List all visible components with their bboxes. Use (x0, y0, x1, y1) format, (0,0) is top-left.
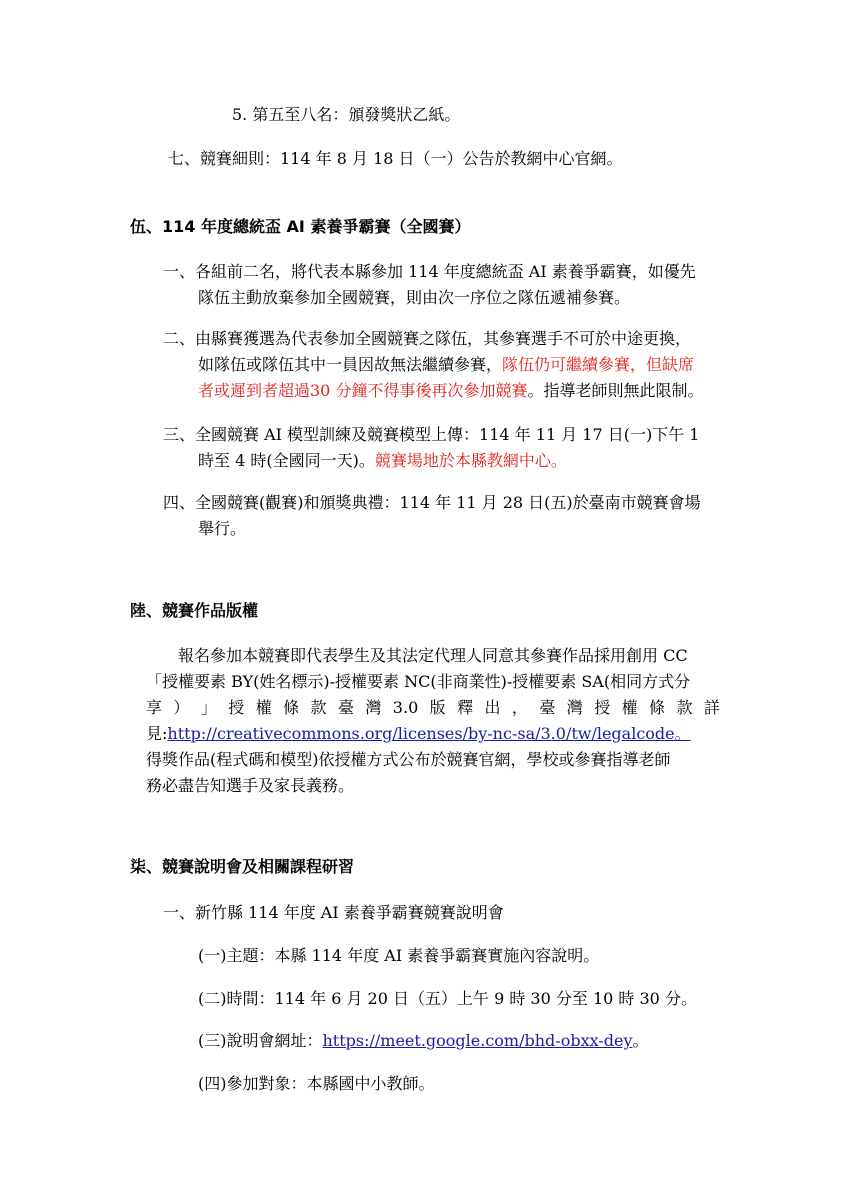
s6-line-6: 務必盡告知選手及家長義務。 (146, 776, 355, 795)
s7-sub-4: (四)參加對象：本縣國中小教師。 (198, 1074, 435, 1093)
s5-item-1-line-2: 隊伍主動放棄參加全國競賽，則由次一序位之隊伍遞補參賽。 (198, 288, 631, 307)
s5-item-3-line-1: 三、全國競賽 AI 模型訓練及競賽模型上傳：114 年 11 月 17 日(一)下午 1 (163, 425, 700, 444)
s7-sub-1: (一)主題：本縣 114 年度 AI 素養爭霸賽實施內容說明。 (198, 946, 600, 965)
s6-line-3-part: 條 (283, 698, 300, 717)
s6-line-5: 得獎作品(程式碼和模型)依授權方式公布於競賽官網，學校或參賽指導老師 (146, 750, 671, 769)
s6-line-2: 「授權要素 BY(姓名標示)-授權要素 NC(非商業性)-授權要素 SA(相同方式分 (146, 672, 691, 691)
s5-item-2-text-2: 。指導老師則無此限制。 (527, 381, 704, 400)
s5-item-2-line-3 (198, 380, 703, 402)
s6-line-3-part: 權 (621, 698, 638, 717)
meeting-link[interactable]: https://meet.google.com/bhd-obxx-dey (322, 1031, 633, 1050)
section-6-heading: 陸、競賽作品版權 (130, 601, 259, 620)
rules-item-7: 七、競賽細則：114 年 8 月 18 日（一）公告於教網中心官網。 (168, 149, 623, 168)
s6-line-3-part: 詳 (703, 698, 720, 717)
s5-item-2-line-1: 二、由縣賽獲選為代表參加全國競賽之隊伍，其參賽選手不可於中途更換， (163, 329, 692, 348)
s6-line-3-part: 」 (200, 698, 217, 717)
s5-item-1-line-1: 一、各組前二名，將代表本縣參加 114 年度總統盃 AI 素養爭霸賽，如優先 (163, 262, 696, 281)
s6-line-3-part: 出 (484, 698, 501, 717)
s6-line-3-part: 灣 (566, 698, 583, 717)
s6-line-4-suffix: 。 (674, 724, 691, 743)
s5-item-2-red-text-2: 者或遲到者超過30 分鐘不得事後再次參加競賽 (198, 381, 528, 400)
s5-item-2-text: 如隊伍或隊伍其中一員因故無法繼續參賽， (198, 355, 503, 374)
s6-line-3 (146, 697, 720, 719)
s6-line-3-part: ） (173, 698, 190, 717)
s5-item-2-line-2 (198, 354, 694, 376)
s6-line-3-part: 款 (310, 698, 327, 717)
s5-item-4-line-2: 舉行。 (198, 519, 247, 538)
s6-line-4-prefix: 見: (146, 724, 168, 743)
cc-license-link[interactable]: http://creativecommons.org/licenses/by-nc-sa/3.0/tw/legalcode (167, 724, 675, 743)
s6-line-3-part: 釋 (457, 698, 474, 717)
s6-line-3-part: 授 (228, 698, 245, 717)
s6-line-3-part: 條 (649, 698, 666, 717)
s6-line-3-part: ， (511, 698, 528, 717)
s7-sub-3-suffix: 。 (632, 1031, 649, 1050)
s5-item-2-red-text: 隊伍仍可繼續參賽，但缺席 (502, 355, 695, 374)
section-5-heading: 伍、114 年度總統盃 AI 素養爭霸賽（全國賽） (130, 217, 471, 236)
s6-line-1: 報名參加本競賽即代表學生及其法定代理人同意其參賽作品採用創用 CC (178, 646, 688, 665)
s7-sub-3-prefix: (三)說明會網址： (198, 1031, 323, 1050)
s5-item-3-red-text: 競賽場地於本縣教網中心。 (374, 451, 567, 470)
award-item-5: 5. 第五至八名：頒發獎狀乙紙。 (232, 105, 461, 124)
s6-line-3-part: 臺 (539, 698, 556, 717)
s6-line-3-part: 授 (594, 698, 611, 717)
s7-sub-2: (二)時間：114 年 6 月 20 日（五）上午 9 時 30 分至 10 時 30 分。 (198, 989, 697, 1008)
s5-item-3-text: 時至 4 時(全國同一天)。 (198, 451, 375, 470)
section-7-heading: 柒、競賽說明會及相關課程研習 (130, 857, 355, 876)
s6-line-3-part: 3.0 (392, 698, 419, 717)
s6-line-4 (146, 723, 691, 745)
s6-line-3-part: 版 (429, 698, 446, 717)
s6-line-3-part: 款 (676, 698, 693, 717)
s5-item-3-line-2 (198, 450, 567, 472)
s6-line-3-part: 灣 (365, 698, 382, 717)
s7-sub-3 (198, 1030, 649, 1052)
s6-line-3-part: 臺 (337, 698, 354, 717)
s6-line-3-part: 權 (255, 698, 272, 717)
s5-item-4-line-1: 四、全國競賽(觀賽)和頒獎典禮：114 年 11 月 28 日(五)於臺南市競賽會場 (163, 493, 701, 512)
s6-line-3-part: 享 (146, 698, 163, 717)
s7-item-1: 一、新竹縣 114 年度 AI 素養爭霸賽競賽說明會 (163, 903, 504, 922)
